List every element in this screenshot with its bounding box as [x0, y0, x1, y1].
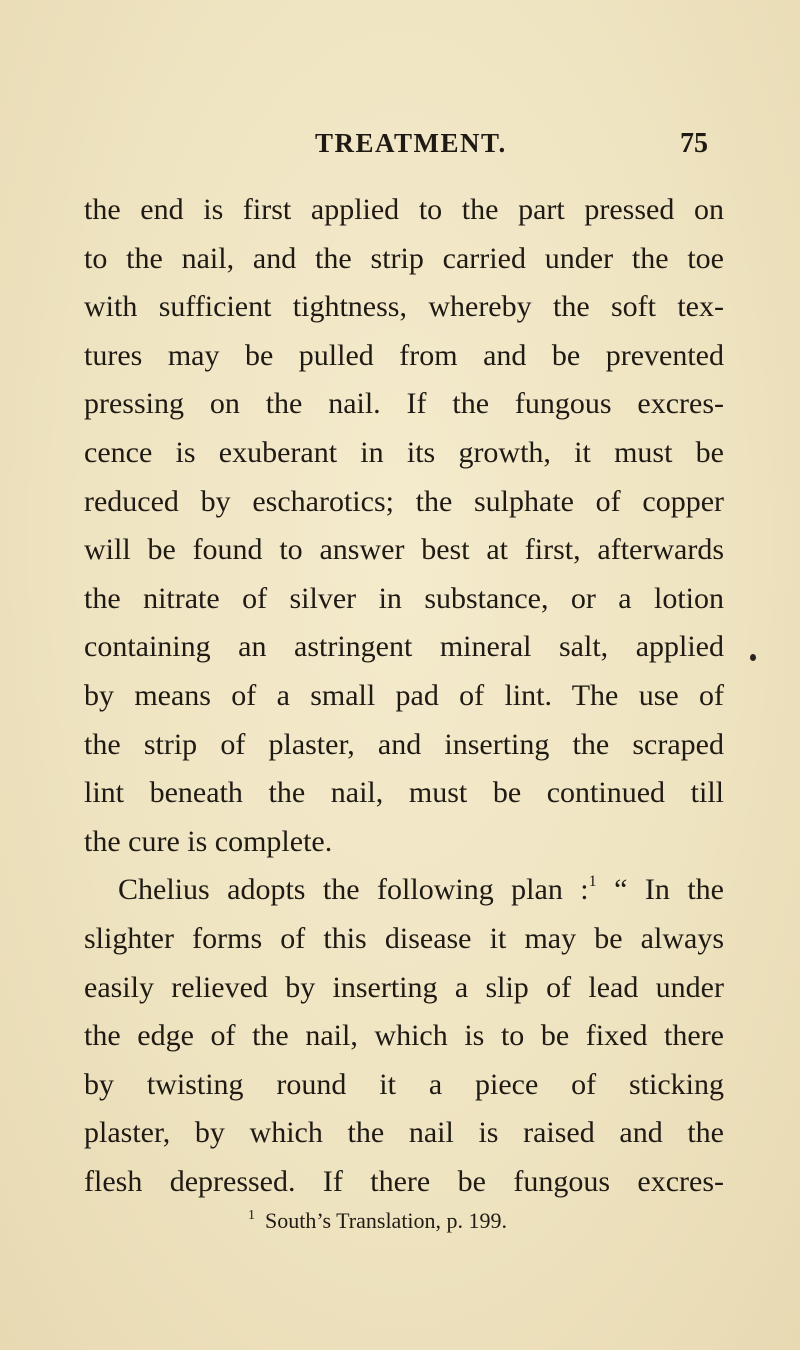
- text-line: cence is exuberant in its growth, it must be: [84, 435, 724, 469]
- paragraph-lead-text: Chelius adopts the following plan :: [118, 873, 589, 907]
- text-line: tures may be pulled from and be prevented: [84, 338, 724, 372]
- footnote-text: South’s Translation, p. 199.: [265, 1208, 508, 1233]
- text-line: will be found to answer best at first, afterwards: [84, 533, 724, 567]
- text-line: to the nail, and the strip carried under the toe: [84, 241, 724, 275]
- footnote: [248, 1208, 507, 1234]
- text-line: plaster, by which the nail is raised and the: [84, 1116, 724, 1150]
- text-line: the cure is complete.: [84, 824, 333, 858]
- text-line: slighter forms of this disease it may be always: [84, 921, 724, 955]
- text-line: the edge of the nail, which is to be fixed there: [84, 1019, 724, 1053]
- text-line: the strip of plaster, and inserting the scraped: [84, 727, 724, 761]
- text-line: by twisting round it a piece of sticking: [84, 1067, 724, 1101]
- text-line: the end is first applied to the part pressed on: [84, 193, 724, 226]
- page-number: 75: [680, 128, 708, 159]
- text-line: pressing on the nail. If the fungous excres-: [84, 387, 724, 421]
- text-line: with sufficient tightness, whereby the soft tex-: [84, 290, 724, 324]
- text-line: flesh depressed. If there be fungous excres-: [84, 1164, 724, 1198]
- text-line: the nitrate of silver in substance, or a lotion: [84, 581, 724, 615]
- body-text: [84, 186, 724, 1206]
- ink-speck: [750, 654, 756, 661]
- text-line: lint beneath the nail, must be continued till: [84, 776, 724, 810]
- paragraph-first-line: [84, 866, 724, 915]
- text-line: reduced by escharotics; the sulphate of copper: [84, 484, 724, 518]
- running-head: [0, 128, 800, 168]
- footnote-mark: 1: [248, 1208, 255, 1223]
- quote-opening-text: “ In the: [596, 873, 724, 907]
- chapter-title: TREATMENT.: [315, 128, 507, 158]
- footnote-reference: 1: [588, 873, 597, 891]
- text-line: containing an astringent mineral salt, applied: [84, 630, 724, 664]
- text-line: easily relieved by inserting a slip of lead under: [84, 970, 724, 1004]
- text-line: by means of a small pad of lint. The use of: [84, 678, 724, 712]
